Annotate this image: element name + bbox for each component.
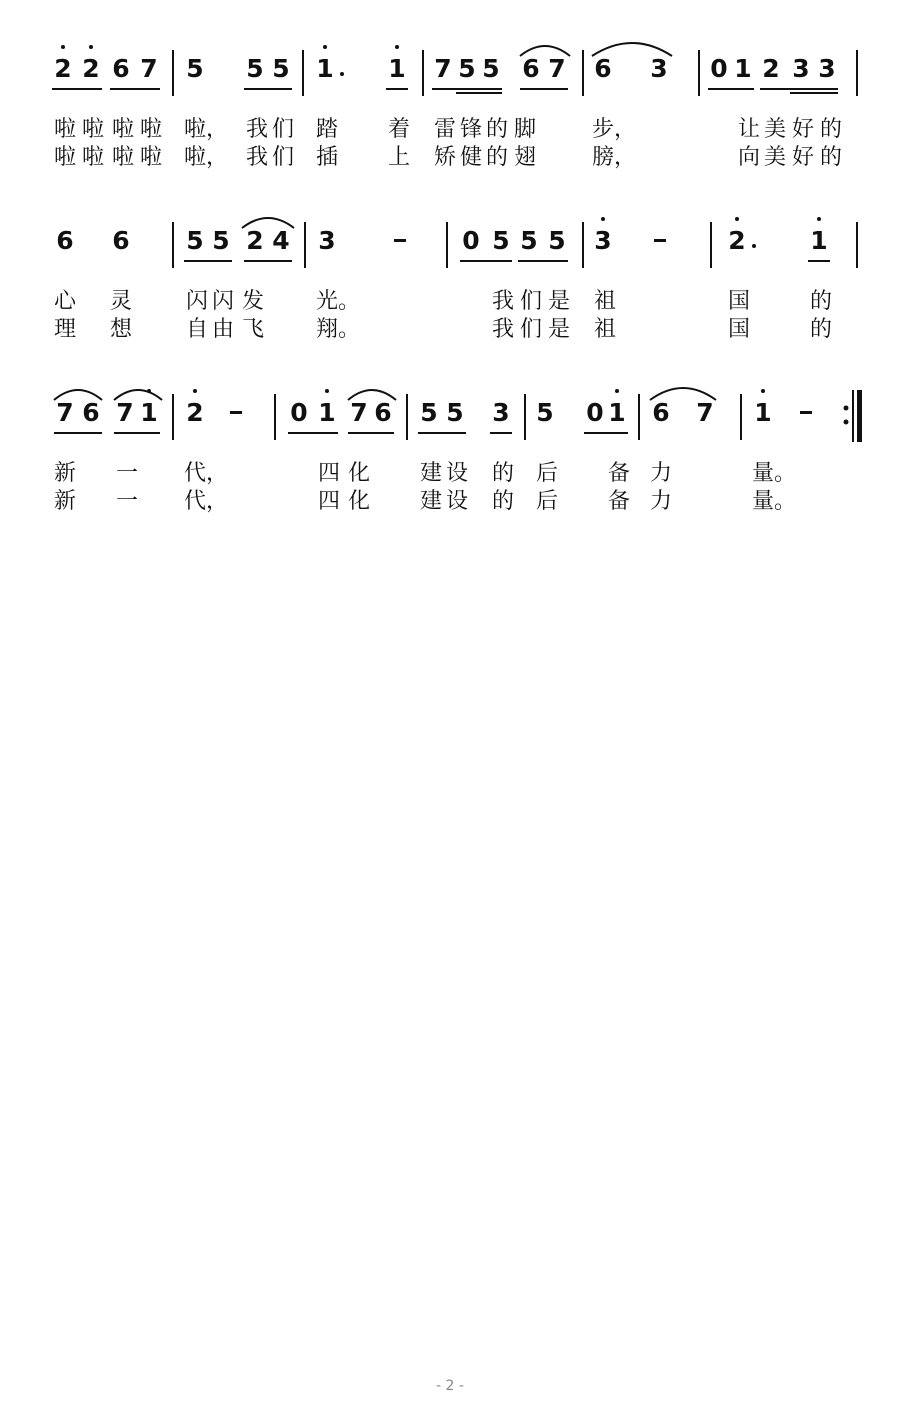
beam [348, 432, 394, 434]
lyric-syllable: 好 [791, 117, 814, 142]
note: 6 [56, 226, 74, 255]
lyric-syllable: 啦 [53, 117, 76, 142]
beam [114, 432, 160, 434]
note: 5 [212, 226, 230, 255]
lyric-syllable: 我 [491, 317, 514, 342]
lyric-syllable: 健 [459, 145, 482, 170]
beam [288, 432, 338, 434]
lyric-syllable: 由 [211, 317, 234, 342]
notation-row [0, 384, 900, 454]
lyric-syllable: 的 [485, 145, 508, 170]
note: 5 [186, 54, 204, 83]
barline [274, 394, 276, 440]
lyric-syllable: 啦 [111, 145, 134, 170]
note: 5 [246, 54, 264, 83]
lyric-syllable: 是 [547, 317, 570, 342]
lyric-syllable: 步， [592, 117, 637, 142]
note: 0 [586, 398, 604, 427]
lyric-syllable: 我 [491, 289, 514, 314]
note: 1 [752, 398, 774, 428]
lyric-syllable: 备 [607, 461, 630, 486]
lyric-syllable: 闪 [185, 289, 208, 314]
lyric-syllable: 的 [491, 461, 514, 486]
lyric-syllable: 啦 [53, 145, 76, 170]
lyric-syllable: 设 [445, 489, 468, 514]
lyric-syllable: 一 [115, 489, 138, 514]
lyric-syllable: 让 [737, 117, 760, 142]
beam [708, 88, 754, 90]
beam [386, 88, 408, 90]
note: 5 [272, 54, 290, 83]
lyric-syllable: 我 [245, 145, 268, 170]
note: 5 [520, 226, 538, 255]
lyric-syllable: 量。 [752, 489, 797, 514]
lyric-syllable: 新 [53, 461, 76, 486]
barline [302, 50, 304, 96]
note: 1 [808, 226, 830, 256]
lyric-syllable: 力 [649, 461, 672, 486]
note: 5 [446, 398, 464, 427]
beam [244, 88, 292, 90]
note: 1 [386, 54, 408, 84]
lyric-syllable: 啦， [184, 145, 229, 170]
lyric-syllable: 的 [819, 145, 842, 170]
note: 2 [184, 398, 206, 428]
note: 6 [112, 54, 130, 83]
lyric-line-1 [0, 116, 900, 144]
lyric-syllable: 闪 [211, 289, 234, 314]
lyric-syllable: 建 [419, 489, 442, 514]
lyric-line-2 [0, 144, 900, 172]
lyric-syllable: 好 [791, 145, 814, 170]
lyric-syllable: 啦 [81, 145, 104, 170]
lyric-syllable: 四 [317, 461, 340, 486]
note: 2 [80, 54, 102, 84]
barline [710, 222, 712, 268]
note: 4 [272, 226, 290, 255]
note: 1 [314, 54, 336, 84]
note: 3 [650, 54, 668, 83]
lyric-syllable: 备 [607, 489, 630, 514]
barline [638, 394, 640, 440]
notation-row [0, 212, 900, 282]
lyric-syllable: 一 [115, 461, 138, 486]
note: 7 [696, 398, 714, 427]
barline [524, 394, 526, 440]
barline [172, 222, 174, 268]
note: 1 [606, 398, 628, 428]
note: 7 [116, 398, 134, 427]
barline [406, 394, 408, 440]
note: 5 [458, 54, 476, 83]
lyric-line-1 [0, 288, 900, 316]
lyric-syllable: 们 [271, 145, 294, 170]
lyric-syllable: 我 [245, 117, 268, 142]
note: 7 [140, 54, 158, 83]
lyric-syllable: 着 [387, 117, 410, 142]
lyric-syllable: 想 [109, 317, 132, 342]
lyric-syllable: 设 [445, 461, 468, 486]
lyric-syllable: 们 [271, 117, 294, 142]
note: 5 [482, 54, 500, 83]
beam [460, 260, 512, 262]
lyric-syllable: 发 [241, 289, 264, 314]
beam [584, 432, 628, 434]
lyric-syllable: 力 [649, 489, 672, 514]
barline [446, 222, 448, 268]
note: 6 [594, 54, 612, 83]
repeat-end-barline [840, 388, 864, 442]
lyric-syllable: 翅 [513, 145, 536, 170]
lyric-syllable: 化 [347, 461, 370, 486]
note: 2 [726, 226, 748, 256]
lyric-syllable: 雷 [433, 117, 456, 142]
note: 0 [710, 54, 728, 83]
beam [456, 92, 502, 94]
lyric-syllable: 向 [737, 145, 760, 170]
beam [490, 432, 512, 434]
note: 1 [316, 398, 338, 428]
lyric-syllable: 量。 [752, 461, 797, 486]
lyric-syllable: 国 [727, 289, 750, 314]
barline [304, 222, 306, 268]
lyric-syllable: 脚 [513, 117, 536, 142]
lyric-syllable: 新 [53, 489, 76, 514]
lyric-syllable: 化 [347, 489, 370, 514]
lyric-line-1 [0, 460, 900, 488]
lyric-syllable: 自 [185, 317, 208, 342]
beam [808, 260, 830, 262]
slur [52, 384, 104, 402]
note: 0 [462, 226, 480, 255]
lyric-syllable: 矫 [433, 145, 456, 170]
note: 5 [536, 398, 554, 427]
lyric-syllable: 啦， [184, 117, 229, 142]
lyric-syllable: 光。 [316, 289, 361, 314]
beam [184, 260, 232, 262]
barline [582, 222, 584, 268]
lyric-syllable: 锋 [459, 117, 482, 142]
lyric-syllable: 代， [184, 489, 229, 514]
beam [520, 88, 568, 90]
lyric-syllable: 啦 [139, 117, 162, 142]
beam [54, 432, 102, 434]
barline [422, 50, 424, 96]
barline [582, 50, 584, 96]
lyric-syllable: 祖 [593, 317, 616, 342]
note: 2 [52, 54, 74, 84]
note: 7 [434, 54, 452, 83]
beam [790, 92, 838, 94]
barline [856, 222, 858, 268]
lyric-syllable: 踏 [315, 117, 338, 142]
note: 6 [652, 398, 670, 427]
lyric-syllable: 啦 [111, 117, 134, 142]
barline [698, 50, 700, 96]
lyric-syllable: 美 [763, 145, 786, 170]
note: 6 [112, 226, 130, 255]
lyric-syllable: 膀， [592, 145, 637, 170]
note: 6 [82, 398, 100, 427]
beam [52, 88, 102, 90]
lyric-syllable: 们 [519, 289, 542, 314]
note: 2 [762, 54, 780, 83]
note: 3 [492, 398, 510, 427]
slur [648, 382, 718, 402]
note: 7 [548, 54, 566, 83]
barline [856, 50, 858, 96]
lyric-syllable: 灵 [109, 289, 132, 314]
barline [740, 394, 742, 440]
beam [760, 88, 838, 90]
lyric-syllable: 理 [53, 317, 76, 342]
lyric-syllable: 啦 [139, 145, 162, 170]
note: 1 [734, 54, 752, 83]
note: 0 [290, 398, 308, 427]
barline [172, 394, 174, 440]
lyric-syllable: 的 [491, 489, 514, 514]
lyric-syllable: 代， [184, 461, 229, 486]
note: 5 [186, 226, 204, 255]
note: 6 [522, 54, 540, 83]
beam [244, 260, 292, 262]
slur [346, 384, 398, 402]
beam [418, 432, 466, 434]
lyric-syllable: 国 [727, 317, 750, 342]
lyric-syllable: 的 [809, 289, 832, 314]
note: 3 [818, 54, 836, 83]
augmentation-dot [752, 244, 756, 248]
note: 7 [350, 398, 368, 427]
lyric-syllable: 的 [819, 117, 842, 142]
lyric-line-2 [0, 316, 900, 344]
beam [518, 260, 568, 262]
dash [800, 411, 812, 414]
note: 6 [374, 398, 392, 427]
note: 3 [318, 226, 336, 255]
lyric-syllable: 的 [485, 117, 508, 142]
slur [590, 36, 674, 58]
lyric-syllable: 插 [315, 145, 338, 170]
lyric-syllable: 啦 [81, 117, 104, 142]
lyric-syllable: 心 [53, 289, 76, 314]
lyric-syllable: 是 [547, 289, 570, 314]
dash [394, 239, 406, 242]
lyric-syllable: 美 [763, 117, 786, 142]
note: 5 [548, 226, 566, 255]
slur [518, 40, 572, 58]
barline [172, 50, 174, 96]
note: 3 [792, 54, 810, 83]
slur [112, 384, 164, 402]
dash [230, 411, 242, 414]
notation-row [0, 40, 900, 110]
beam [110, 88, 160, 90]
note: 5 [492, 226, 510, 255]
lyric-syllable: 飞 [241, 317, 264, 342]
lyric-line-2 [0, 488, 900, 516]
beam [432, 88, 502, 90]
note: 3 [592, 226, 614, 256]
note: 1 [138, 398, 160, 428]
lyric-syllable: 后 [535, 489, 558, 514]
lyric-syllable: 四 [317, 489, 340, 514]
lyric-syllable: 祖 [593, 289, 616, 314]
page-number: - 2 - [436, 1378, 464, 1394]
lyric-syllable: 翔。 [316, 317, 361, 342]
note: 7 [56, 398, 74, 427]
note: 5 [420, 398, 438, 427]
lyric-syllable: 的 [809, 317, 832, 342]
lyric-syllable: 建 [419, 461, 442, 486]
lyric-syllable: 们 [519, 317, 542, 342]
lyric-syllable: 上 [387, 145, 410, 170]
dash [654, 239, 666, 242]
lyric-syllable: 后 [535, 461, 558, 486]
augmentation-dot [340, 72, 344, 76]
note: 2 [246, 226, 264, 255]
slur [240, 212, 296, 230]
